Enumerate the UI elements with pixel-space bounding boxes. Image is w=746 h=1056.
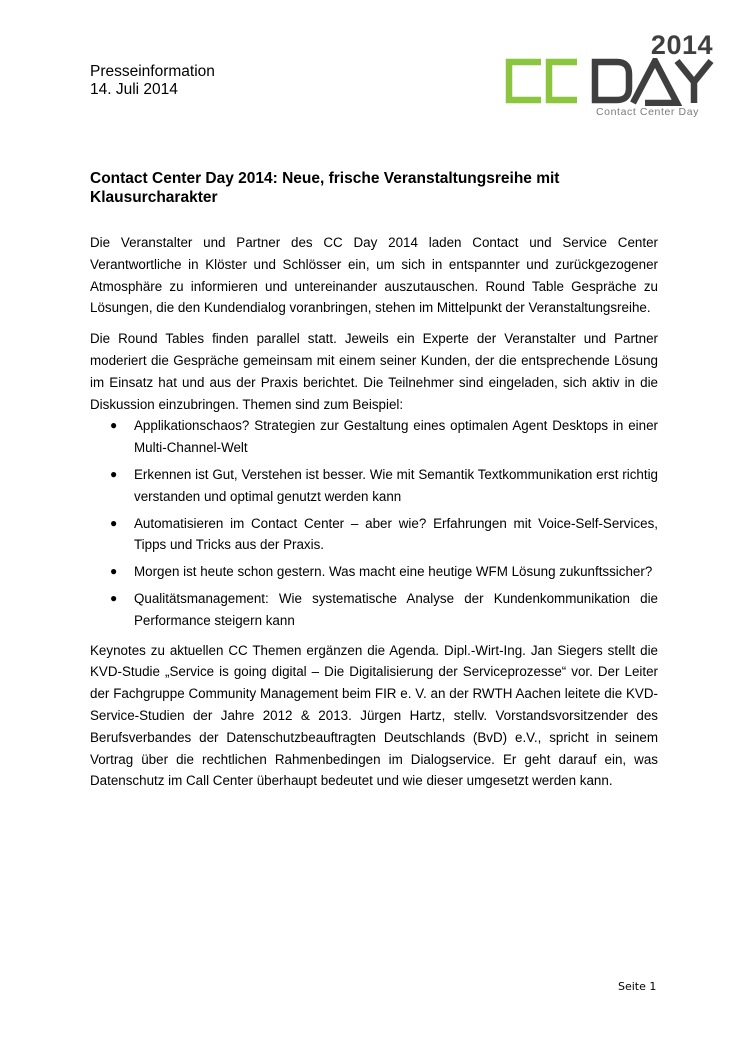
list-item xyxy=(110,464,658,508)
list-item xyxy=(110,561,658,583)
press-info-block xyxy=(90,63,215,99)
logo-year: 2014 xyxy=(650,30,713,60)
paragraph-round-tables: Die Round Tables finden parallel statt. Jeweils ein Experte der Veranstalter und Partner moderiert die Gespräche gemeinsam mit einem seiner Kunden, der die entsprechende Lösung im Einsatz hat und aus der Praxis berichtet. Die Teilnehmer sind eingeladen, sich aktiv in die Diskussion einzubringen. Themen sind zum Beispiel: xyxy=(90,331,658,412)
paragraph-intro: Die Veranstalter und Partner des CC Day 2014 laden Contact und Service Center Verantwortliche in Klöster und Schlösser ein, um sich in entspannter und zurückgezogener Atmosphäre zu informieren und untereinander auszutauschen. Round Table Gespräche zu Lösungen, die den Kundendialog voranbringen, stehen im Mittelpunkt der Veranstaltungsreihe. xyxy=(90,235,658,316)
bullet-icon: ● xyxy=(110,515,118,530)
list-item xyxy=(110,588,658,632)
logo-wordmark xyxy=(505,58,717,106)
logo-subtitle: Contact Center Day xyxy=(596,106,700,118)
article-headline: Contact Center Day 2014: Neue, frische Veranstaltungsreihe mit Klausurcharakter xyxy=(90,170,560,206)
topics-list xyxy=(90,415,658,631)
press-label: Presseinformation xyxy=(90,63,215,80)
article-body xyxy=(90,232,658,801)
topic-text: Automatisieren im Contact Center – aber wie? Erfahrungen mit Voice-Self-Services, Tipps und Tricks aus der Praxis. xyxy=(134,515,658,553)
bullet-icon: ● xyxy=(110,590,118,605)
topic-text: Morgen ist heute schon gestern. Was macht eine heutige WFM Lösung zukunftssicher? xyxy=(134,564,653,580)
list-item xyxy=(110,513,658,557)
topic-text: Erkennen ist Gut, Verstehen ist besser. Wie mit Semantik Textkommunikation erst richtig verstanden und optimal genutzt werden kann xyxy=(134,466,658,504)
bullet-icon: ● xyxy=(110,466,118,481)
paragraph-keynotes: Keynotes zu aktuellen CC Themen ergänzen die Agenda. Dipl.-Wirt-Ing. Jan Siegers stellt die KVD-Studie „Service is going digital – Die Digitalisierung der Serviceprozesse“ vor. Der Leiter der Fachgruppe Community Management beim FIR e. V. an der RWTH Aachen leitete die KVD-Service-Studien der Jahre 2012 & 2013. Jürgen Hartz, stellv. Vorstandsvorsitzender des Berufsverbandes der Datenschutzbeauftragten Deutschlands (BvD) e.V., spricht in seinem Vortrag über die rechtlichen Rahmenbedingen im Dialogservice. Er geht darauf ein, was Datenschutz im Call Center überhaupt bedeutet und wie dieser umgesetzt werden kann. xyxy=(90,642,658,789)
topic-text: Applikationschaos? Strategien zur Gestaltung eines optimalen Agent Desktops in einer Multi-Channel-Welt xyxy=(134,418,658,456)
topic-text: Qualitätsmanagement: Wie systematische Analyse der Kundenkommunikation die Performance steigern kann xyxy=(134,590,658,628)
cc-day-logo xyxy=(505,30,717,122)
list-item xyxy=(110,415,658,459)
bullet-icon: ● xyxy=(110,418,118,433)
page-number: Seite 1 xyxy=(618,980,657,993)
bullet-icon: ● xyxy=(110,564,118,579)
press-date: 14. Juli 2014 xyxy=(90,81,178,98)
